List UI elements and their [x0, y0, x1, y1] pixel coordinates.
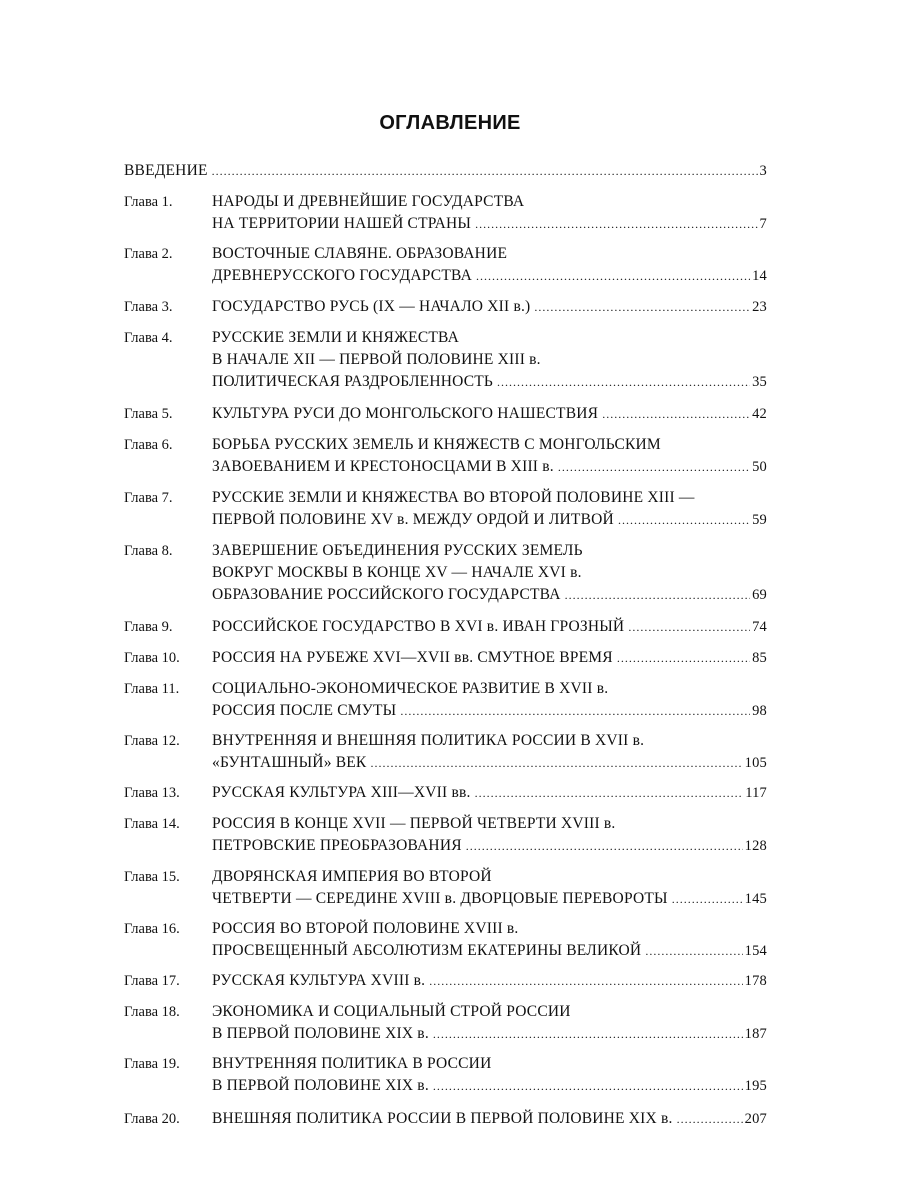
chapter-number: Глава 8.: [124, 543, 173, 559]
page-number: 35: [752, 374, 767, 390]
chapter-title-line: [212, 616, 767, 638]
chapter-title-line: РУССКИЕ ЗЕМЛИ И КНЯЖЕСТВА ВО ВТОРОЙ ПОЛОВИНЕ XIII —: [212, 489, 695, 506]
chapter-title-line: РОССИЯ В КОНЦЕ XVII — ПЕРВОЙ ЧЕТВЕРТИ XVIII в.: [212, 815, 616, 832]
chapter-title-line: ЭКОНОМИКА И СОЦИАЛЬНЫЙ СТРОЙ РОССИИ: [212, 1003, 571, 1020]
page-number: 23: [752, 299, 767, 315]
dot-leader: [476, 265, 750, 287]
chapter-title-line: ВОКРУГ МОСКВЫ В КОНЦЕ XV — НАЧАЛЕ XVI в.: [212, 564, 582, 581]
chapter-title-text: В ПЕРВОЙ ПОЛОВИНЕ XIX в.: [212, 1077, 429, 1094]
dot-leader: [497, 371, 750, 393]
chapter-title: [212, 866, 767, 910]
dot-leader: [400, 700, 750, 722]
chapter-title: [212, 647, 767, 669]
dot-leader: [672, 888, 743, 910]
chapter-title: [212, 1001, 767, 1045]
page-number: 74: [752, 619, 767, 635]
chapter-title: [212, 782, 767, 804]
chapter-title: [212, 243, 767, 287]
chapter-number: Глава 10.: [124, 650, 180, 666]
chapter-title-text: РУССКАЯ КУЛЬТУРА XIII—XVII вв.: [212, 784, 471, 801]
chapter-title-text: ПЕРВОЙ ПОЛОВИНЕ XV в. МЕЖДУ ОРДОЙ И ЛИТВОЙ: [212, 511, 614, 528]
page-number: 207: [744, 1111, 767, 1127]
chapter-title: [212, 918, 767, 962]
chapter-title-line: [212, 835, 767, 857]
dot-leader: [429, 970, 742, 992]
chapter-number: Глава 18.: [124, 1004, 180, 1020]
chapter-title-text: НА ТЕРРИТОРИИ НАШЕЙ СТРАНЫ: [212, 215, 472, 232]
chapter-title-line: [212, 647, 767, 669]
dot-leader: [433, 1023, 743, 1045]
dot-leader: [628, 616, 750, 638]
page-number: 128: [744, 838, 767, 854]
chapter-number: Глава 4.: [124, 330, 173, 346]
chapter-number: Глава 2.: [124, 246, 173, 262]
chapter-title-text: «БУНТАШНЫЙ» ВЕК: [212, 754, 367, 771]
chapter-title-text: ДРЕВНЕРУССКОГО ГОСУДАРСТВА: [212, 267, 472, 284]
chapter-title-line: [212, 940, 767, 962]
page-title: ОГЛАВЛЕНИЕ: [379, 112, 521, 134]
chapter-title: [124, 160, 767, 182]
page-number: 14: [752, 268, 767, 284]
chapter-title: [212, 487, 767, 531]
chapter-title-text: ОБРАЗОВАНИЕ РОССИЙСКОГО ГОСУДАРСТВА: [212, 586, 561, 603]
chapter-number: Глава 17.: [124, 973, 180, 989]
chapter-title-text: РОССИЯ НА РУБЕЖЕ XVI—XVII вв. СМУТНОЕ ВРЕМЯ: [212, 649, 613, 666]
chapter-title-line: [212, 509, 767, 531]
chapter-title-text: РОССИЙСКОЕ ГОСУДАРСТВО В XVI в. ИВАН ГРОЗНЫЙ: [212, 618, 625, 635]
chapter-title: [212, 970, 767, 992]
chapter-title-line: ДВОРЯНСКАЯ ИМПЕРИЯ ВО ВТОРОЙ: [212, 868, 492, 885]
chapter-title-text: ВНЕШНЯЯ ПОЛИТИКА РОССИИ В ПЕРВОЙ ПОЛОВИНЕ XIX в.: [212, 1110, 673, 1127]
page-number: 7: [759, 216, 767, 232]
chapter-title-line: ЗАВЕРШЕНИЕ ОБЪЕДИНЕНИЯ РУССКИХ ЗЕМЕЛЬ: [212, 542, 583, 559]
dot-leader: [558, 456, 750, 478]
page-number: 154: [744, 943, 767, 959]
page-number: 195: [744, 1078, 767, 1094]
chapter-title-text: ПОЛИТИЧЕСКАЯ РАЗДРОБЛЕННОСТЬ: [212, 373, 494, 390]
chapter-title-line: [212, 1023, 767, 1045]
chapter-title-line: РУССКИЕ ЗЕМЛИ И КНЯЖЕСТВА: [212, 329, 460, 346]
chapter-title-text: В ПЕРВОЙ ПОЛОВИНЕ XIX в.: [212, 1025, 429, 1042]
dot-leader: [617, 647, 750, 669]
chapter-number: Глава 3.: [124, 299, 173, 315]
chapter-title-text: ЧЕТВЕРТИ — СЕРЕДИНЕ XVIII в. ДВОРЦОВЫЕ ПЕРЕВОРОТЫ: [212, 890, 668, 907]
dot-leader: [212, 160, 758, 182]
chapter-title-text: ЗАВОЕВАНИЕМ И КРЕСТОНОСЦАМИ В XIII в.: [212, 458, 554, 475]
chapter-title-line: [212, 403, 767, 425]
page-number: 178: [744, 973, 767, 989]
chapter-title-line: [212, 371, 767, 393]
chapter-title-text: ПЕТРОВСКИЕ ПРЕОБРАЗОВАНИЯ: [212, 837, 462, 854]
chapter-number: Глава 20.: [124, 1111, 180, 1127]
chapter-title-line: СОЦИАЛЬНО-ЭКОНОМИЧЕСКОЕ РАЗВИТИЕ В XVII в.: [212, 680, 609, 697]
dot-leader: [370, 752, 742, 774]
page-number: 98: [752, 703, 767, 719]
page-number: 69: [752, 587, 767, 603]
chapter-title: [212, 434, 767, 478]
chapter-title: [212, 616, 767, 638]
chapter-title-line: [212, 265, 767, 287]
dot-leader: [534, 296, 750, 318]
chapter-number: Глава 19.: [124, 1056, 180, 1072]
dot-leader: [677, 1108, 743, 1130]
chapter-number: Глава 14.: [124, 816, 180, 832]
chapter-title-line: [212, 584, 767, 606]
chapter-title-text: ГОСУДАРСТВО РУСЬ (IX — НАЧАЛО XII в.): [212, 298, 531, 315]
chapter-title-line: [212, 782, 767, 804]
page-number: 85: [752, 650, 767, 666]
chapter-title-text: РОССИЯ ПОСЛЕ СМУТЫ: [212, 702, 397, 719]
chapter-title-line: [212, 888, 767, 910]
chapter-title-line: [212, 700, 767, 722]
chapter-title-line: [212, 456, 767, 478]
chapter-number: Глава 13.: [124, 785, 180, 801]
chapter-title-line: [212, 752, 767, 774]
chapter-number: Глава 6.: [124, 437, 173, 453]
page-number: 3: [759, 163, 767, 179]
chapter-title-line: [212, 1108, 767, 1130]
chapter-title-line: БОРЬБА РУССКИХ ЗЕМЕЛЬ И КНЯЖЕСТВ С МОНГОЛЬСКИМ: [212, 436, 661, 453]
chapter-title-line: ВНУТРЕННЯЯ И ВНЕШНЯЯ ПОЛИТИКА РОССИИ В XVII в.: [212, 732, 645, 749]
chapter-number: Глава 9.: [124, 619, 173, 635]
chapter-title-text: ПРОСВЕЩЕННЫЙ АБСОЛЮТИЗМ ЕКАТЕРИНЫ ВЕЛИКОЙ: [212, 942, 642, 959]
chapter-title: [212, 1053, 767, 1097]
page-number: 187: [744, 1026, 767, 1042]
dot-leader: [565, 584, 750, 606]
page-number: 105: [744, 755, 767, 771]
chapter-title-line: РОССИЯ ВО ВТОРОЙ ПОЛОВИНЕ XVIII в.: [212, 920, 519, 937]
chapter-title-line: В НАЧАЛЕ XII — ПЕРВОЙ ПОЛОВИНЕ XIII в.: [212, 351, 541, 368]
chapter-title-line: [212, 296, 767, 318]
chapter-title-line: [212, 970, 767, 992]
dot-leader: [602, 403, 750, 425]
chapter-title: [212, 296, 767, 318]
chapter-number: Глава 1.: [124, 194, 173, 210]
chapter-title-text: ВВЕДЕНИЕ: [124, 162, 208, 179]
chapter-title: [212, 1108, 767, 1130]
chapter-title-line: [212, 1075, 767, 1097]
chapter-number: Глава 5.: [124, 406, 173, 422]
chapter-number: Глава 15.: [124, 869, 180, 885]
chapter-title-text: КУЛЬТУРА РУСИ ДО МОНГОЛЬСКОГО НАШЕСТВИЯ: [212, 405, 599, 422]
chapter-title: [212, 403, 767, 425]
dot-leader: [466, 835, 743, 857]
chapter-title: [212, 813, 767, 857]
chapter-title-line: НАРОДЫ И ДРЕВНЕЙШИЕ ГОСУДАРСТВА: [212, 193, 525, 210]
chapter-title: [212, 678, 767, 722]
chapter-title: [212, 191, 767, 235]
dot-leader: [433, 1075, 743, 1097]
chapter-number: Глава 16.: [124, 921, 180, 937]
page-number: 145: [744, 891, 767, 907]
chapter-title-line: [124, 160, 767, 182]
chapter-title-line: [212, 213, 767, 235]
page-number: 42: [752, 406, 767, 422]
chapter-number: Глава 11.: [124, 681, 180, 697]
dot-leader: [618, 509, 750, 531]
chapter-title: [212, 540, 767, 606]
chapter-number: Глава 12.: [124, 733, 180, 749]
page-number: 117: [745, 785, 767, 801]
chapter-title-text: РУССКАЯ КУЛЬТУРА XVIII в.: [212, 972, 426, 989]
chapter-title: [212, 730, 767, 774]
chapter-title-line: ВОСТОЧНЫЕ СЛАВЯНЕ. ОБРАЗОВАНИЕ: [212, 245, 508, 262]
dot-leader: [475, 782, 744, 804]
dot-leader: [645, 940, 742, 962]
chapter-title: [212, 327, 767, 393]
page-number: 50: [752, 459, 767, 475]
chapter-number: Глава 7.: [124, 490, 173, 506]
chapter-title-line: ВНУТРЕННЯЯ ПОЛИТИКА В РОССИИ: [212, 1055, 492, 1072]
dot-leader: [475, 213, 757, 235]
page-number: 59: [752, 512, 767, 528]
